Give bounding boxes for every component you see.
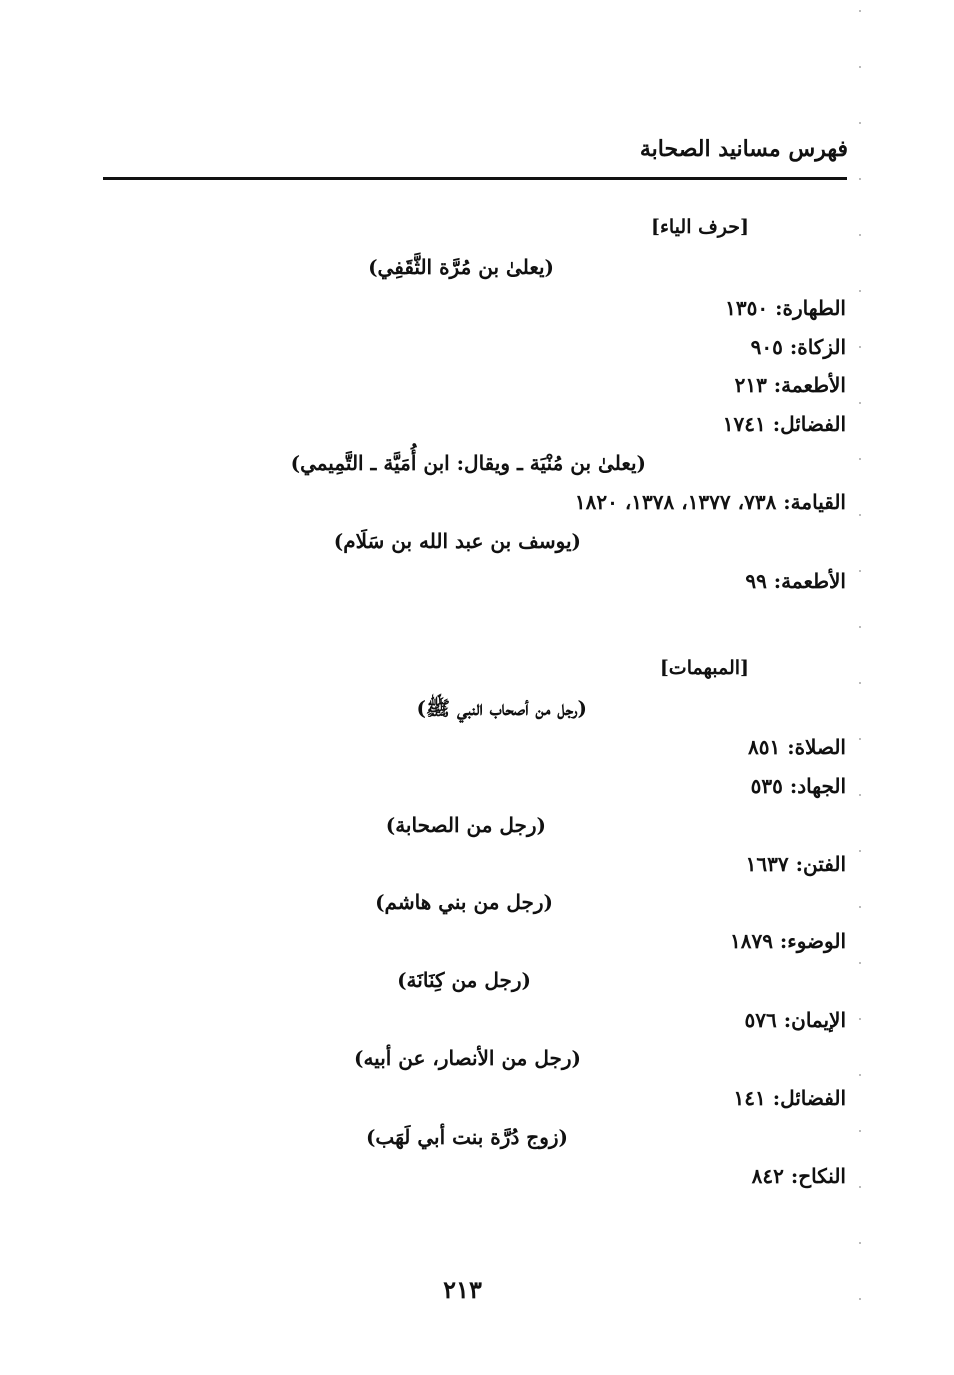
companion-name: (يعلىٰ بن مُنْيَة ـ ويقال: ابن أُمَيَّة ـ التَّمِيمي): [290, 451, 646, 475]
companion-name: (رجل من بني هاشم): [375, 890, 553, 914]
reference-line: الجهاد: ٥٣٥: [750, 774, 846, 798]
reference-line: الصلاة: ٨٥١: [748, 735, 846, 759]
reference-line: النكاح: ٨٤٢: [751, 1164, 846, 1188]
section-heading-ya: [حرف الياء]: [650, 216, 749, 238]
reference-line: الطهارة: ١٣٥٠: [725, 296, 846, 320]
reference-line: الفضائل: ١٧٤١: [722, 412, 846, 436]
companion-name: (زوج دُرَّة بنت أبي لَهَب): [365, 1125, 568, 1149]
page-number: ٢١٣: [443, 1275, 482, 1304]
margin-dots: [859, 10, 861, 1310]
companion-name: (رجل من كِنَانَة): [397, 968, 531, 992]
companion-name: (يوسف بن عبد الله بن سَلَام): [333, 529, 581, 553]
header-rule: [103, 177, 847, 180]
companion-name: (رجل من أصحاب النبي ﷺ): [416, 696, 587, 720]
reference-line: الفتن: ١٦٣٧: [745, 852, 846, 876]
reference-line: الوضوء: ١٨٧٩: [729, 929, 846, 953]
reference-line: الأطعمة: ٢١٣: [734, 373, 846, 397]
reference-line: الزكاة: ٩٠٥: [750, 335, 846, 359]
reference-line: القيامة: ٧٣٨، ١٣٧٧، ١٣٧٨، ١٨٢٠: [574, 490, 846, 514]
page-header-title: فهرس مسانيد الصحابة: [639, 136, 848, 162]
reference-line: الإيمان: ٥٧٦: [744, 1008, 846, 1032]
reference-line: الفضائل: ١٤١: [733, 1086, 846, 1110]
companion-name: (رجل من الصحابة): [385, 813, 546, 837]
reference-line: الأطعمة: ٩٩: [745, 569, 846, 593]
companion-name: (يعلىٰ بن مُرَّة الثَّقَفِي): [368, 255, 554, 279]
section-heading-anonymous: [المبهمات]: [659, 657, 749, 679]
companion-name: (رجل من الأنصار، عن أبيه): [353, 1046, 581, 1070]
